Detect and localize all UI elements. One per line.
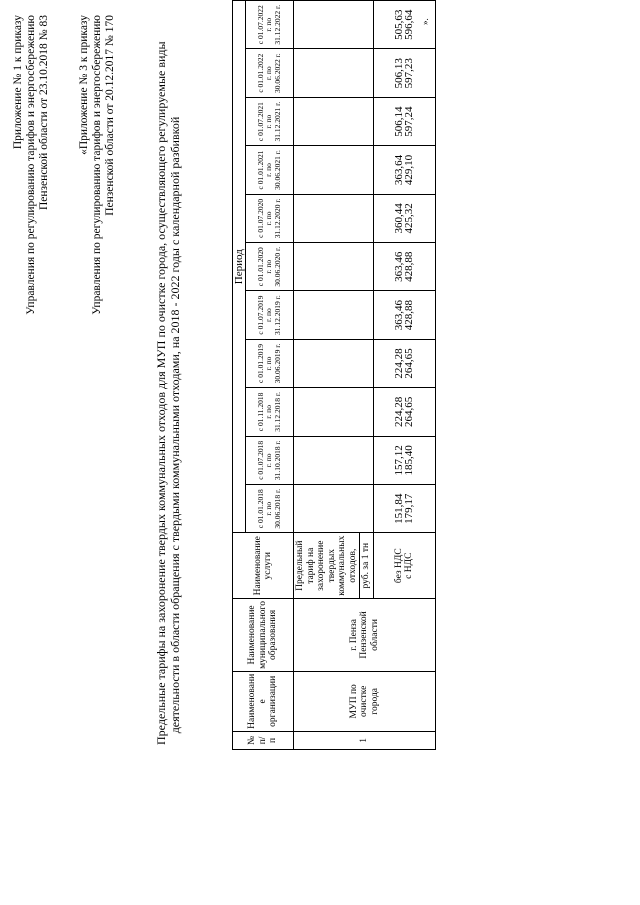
organization-name: МУП по очистке города [294, 671, 436, 731]
order-header-appendix-3 [78, 15, 117, 475]
header-line: Управления по регулированию тарифов и энергосбережению [91, 15, 103, 315]
label-without-vat: без НДС [393, 548, 404, 584]
period-cell: с 01.01.2019 г. по 30.06.2019 г. [246, 339, 294, 387]
tariff-value-pair [373, 485, 435, 533]
header-line: «Приложение № 3 к приказу [78, 15, 90, 155]
service-vat-labels [373, 533, 435, 599]
tariff-value-without-vat: 151,84 [393, 493, 405, 524]
empty-cell [294, 243, 374, 291]
period-cell: с 01.01.2018 г. по 30.06.2018 г. [246, 485, 294, 533]
period-cell: с 01.01.2020 г. по 30.06.2020 г. [246, 243, 294, 291]
tariff-table [232, 0, 436, 750]
period-cell: с 01.07.2018 г. по 31.10.2018 г. [246, 436, 294, 484]
tariff-value-pair [373, 194, 435, 242]
header-line: Управления по регулированию тарифов и энергосбережению [25, 15, 37, 315]
empty-cell [294, 339, 374, 387]
empty-cell [294, 146, 374, 194]
tariff-value-with-vat: 264,65 [403, 396, 415, 428]
header-line: Пензенской области от 20.12.2017 № 170 [104, 15, 116, 216]
period-cell: с 01.01.2021 г. по 30.06.2021 г. [246, 146, 294, 194]
tariff-value-with-vat: 429,10 [403, 154, 415, 186]
tariff-value-with-vat: 185,40 [403, 445, 415, 476]
tariff-value-pair [373, 388, 435, 436]
header-cell-number: № п/ п [233, 731, 294, 749]
period-cell: с 01.01.2022 г. по 30.06.2022 г. [246, 49, 294, 97]
municipality-name: г. Пенза Пензенской области [294, 599, 436, 672]
tariff-value-pair [373, 49, 435, 97]
tariff-value-pair [373, 291, 435, 339]
tariff-value-with-vat: 179,17 [403, 493, 415, 524]
tariff-value-with-vat: 264,65 [403, 348, 415, 379]
order-header-appendix-1 [12, 15, 51, 475]
closing-quote-mark: ». [420, 18, 430, 25]
tariff-value-pair [373, 339, 435, 387]
row-number: 1 [294, 731, 436, 749]
empty-cell [294, 388, 374, 436]
header-cell-service: Наименование услуги [233, 533, 294, 599]
tariff-value-without-vat: 224,28 [393, 396, 405, 428]
tariff-value-without-vat: 224,28 [393, 348, 405, 379]
empty-cell [294, 1, 374, 49]
tariff-value-pair [373, 243, 435, 291]
tariff-value-without-vat: 506,14 [393, 106, 405, 137]
tariff-value-pair [373, 146, 435, 194]
empty-cell [294, 436, 374, 484]
tariff-value-without-vat: 363,46 [393, 251, 405, 282]
title-line: деятельности в области обращения с твердыми коммунальными отходами, на 2018 - 2022 годы с календарной разбивкой [168, 116, 182, 734]
tariff-value-with-vat: 425,32 [403, 203, 415, 234]
service-unit: руб. за 1 тн [360, 533, 374, 599]
period-cell: с 01.11.2018 г. по 31.12.2018 г. [246, 388, 294, 436]
tariff-value-pair [373, 436, 435, 484]
service-name: Предельный тариф на захоронение твердых коммунальных отходов, [294, 533, 360, 599]
title-line: Предельные тарифы на захоронение твердых коммунальных отходов для МУП по очистке города, осуществляющего регулируемые виды [154, 41, 168, 745]
tariff-value-with-vat: 597,23 [403, 58, 415, 89]
period-cell: с 01.07.2020 г. по 31.12.2020 г. [246, 194, 294, 242]
document-title [154, 41, 182, 745]
header-line: Пензенской области от 23.10.2018 № 83 [38, 15, 50, 211]
tariff-value-without-vat: 505,63 [393, 9, 405, 40]
tariff-value-with-vat: 597,24 [403, 106, 415, 137]
empty-cell [294, 485, 374, 533]
empty-cell [294, 49, 374, 97]
empty-cell [294, 97, 374, 145]
tariff-value-without-vat: 360,44 [393, 203, 405, 234]
header-cell-municipality: Наименование муниципального образования [233, 599, 294, 672]
header-cell-period: Период [233, 1, 246, 533]
tariff-value-without-vat: 363,64 [393, 154, 405, 186]
empty-cell [294, 194, 374, 242]
tariff-value-with-vat: 596,64 [403, 9, 415, 40]
tariff-value-without-vat: 506,13 [393, 58, 405, 89]
period-cell: с 01.07.2019 г. по 31.12.2019 г. [246, 291, 294, 339]
tariff-value-pair [373, 97, 435, 145]
label-with-vat: с НДС [404, 552, 414, 579]
period-cell: с 01.07.2022 г. по 31.12.2022 г. [246, 1, 294, 49]
period-cell: с 01.07.2021 г. по 31.12.2021 г. [246, 97, 294, 145]
header-line: Приложение № 1 к приказу [12, 15, 24, 150]
tariff-value-without-vat: 363,46 [393, 300, 405, 331]
tariff-value-without-vat: 157,12 [393, 445, 405, 476]
tariff-value-with-vat: 428,88 [403, 251, 415, 282]
tariff-value-with-vat: 428,88 [403, 300, 415, 331]
empty-cell [294, 291, 374, 339]
header-cell-organization: Наименовани е организации [233, 671, 294, 731]
